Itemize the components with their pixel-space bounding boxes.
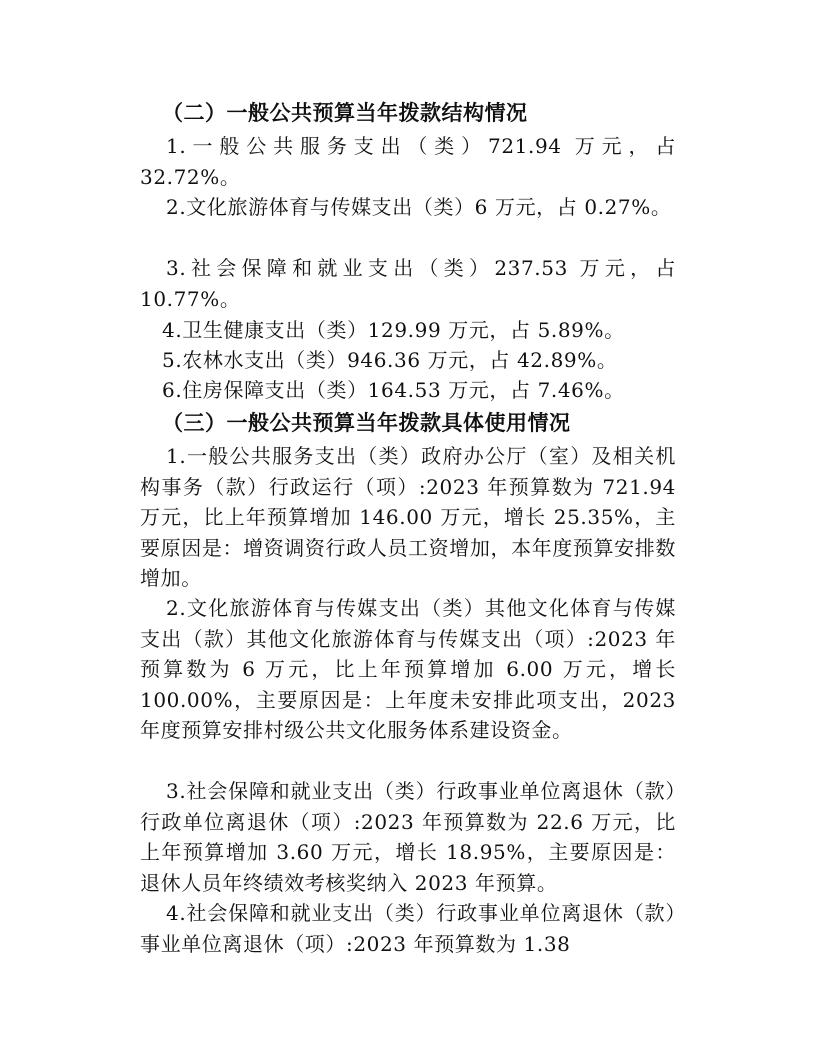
paragraph-structure-item-3: 3.社会保障和就业支出（类）237.53 万元，占 10.77%。 (140, 256, 676, 311)
paragraph-usage-item-1: 1.一般公共服务支出（类）政府办公厅（室）及相关机构事务（款）行政运行（项）:2023 年预算数为 721.94 万元，比上年预算增加 146.00 万元，增长 25.35%，主要原因是：增资调资行政人员工资增加，本年度预算安排数增加。 (140, 444, 676, 590)
section-heading-structure: （二）一般公共预算当年拨款结构情况 (162, 101, 528, 125)
paragraph-usage-item-4: 4.社会保障和就业支出（类）行政事业单位离退休（款）事业单位离退休（项）:2023 年预算数为 1.38 (140, 901, 676, 956)
paragraph-usage-item-3: 3.社会保障和就业支出（类）行政事业单位离退休（款）行政单位离退休（项）:2023 年预算数为 22.6 万元，比上年预算增加 3.60 万元，增长 18.95%，主要原因是：退休人员年终绩效考核奖纳入 2023 年预算。 (140, 779, 676, 895)
paragraph-structure-item-6: 6.住房保障支出（类）164.53 万元，占 7.46%。 (162, 378, 625, 402)
section-heading-usage: （三）一般公共预算当年拨款具体使用情况 (162, 411, 571, 435)
paragraph-structure-item-5: 5.农林水支出（类）946.36 万元，占 42.89%。 (162, 348, 618, 372)
paragraph-structure-item-2: 2.文化旅游体育与传媒支出（类）6 万元，占 0.27%。 (166, 195, 672, 219)
paragraph-structure-item-1: 1.一般公共服务支出（类）721.94 万元，占 32.72%。 (140, 134, 676, 189)
paragraph-usage-item-2: 2.文化旅游体育与传媒支出（类）其他文化体育与传媒支出（款）其他文化旅游体育与传媒支出（项）:2023 年预算数为 6 万元，比上年预算增加 6.00 万元，增长 100.00%，主要原因是：上年度未安排此项支出，2023 年度预算安排村级公共文化服务体系建设资金。 (140, 596, 676, 742)
paragraph-structure-item-4: 4.卫生健康支出（类）129.99 万元，占 5.89%。 (162, 318, 625, 342)
